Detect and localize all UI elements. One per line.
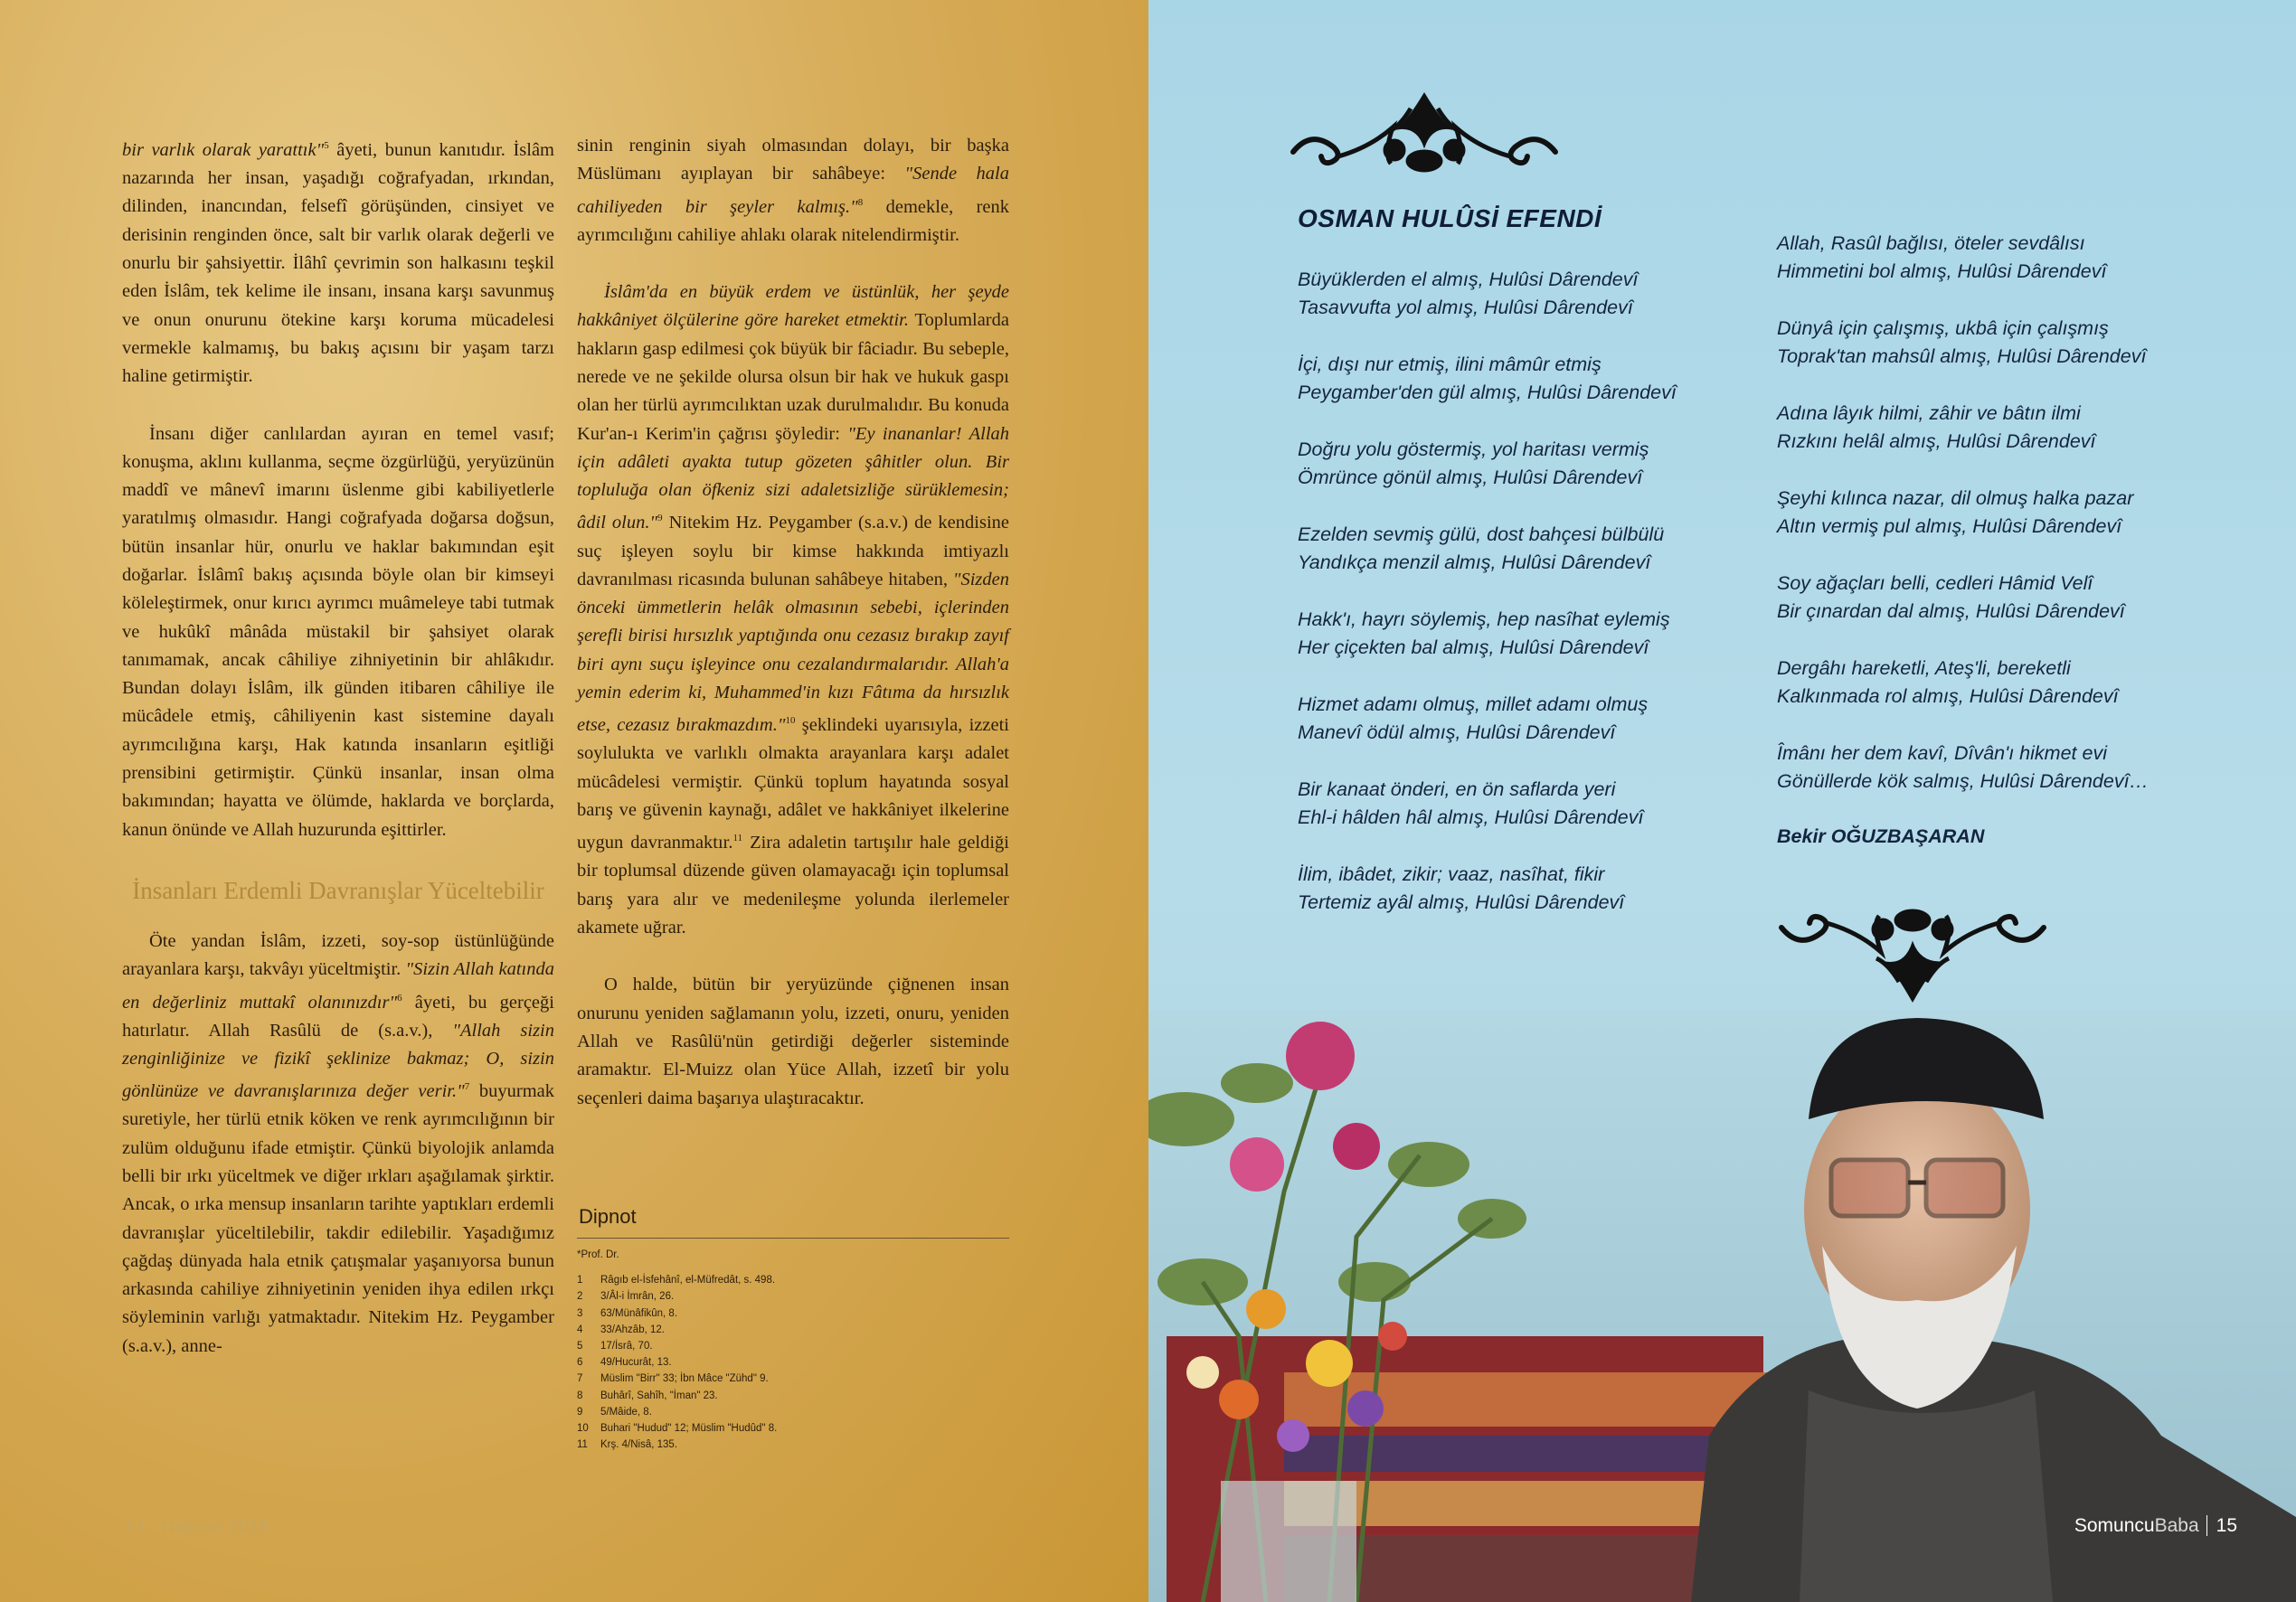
poem-line: Toprak'tan mahsûl almış, Hulûsi Dârendevî <box>1777 345 2147 367</box>
article-column-1 <box>122 132 554 1361</box>
poem-line: Himmetini bol almış, Hulûsi Dârendevî <box>1777 260 2107 282</box>
footnote-item <box>577 1354 1009 1371</box>
footnotes-title: Dipnot <box>579 1205 637 1228</box>
page-number: 14 <box>125 1517 146 1537</box>
ornament-bottom-icon <box>1772 900 2053 1009</box>
paragraph-text: demekle, renk ayrımcılığını cahiliye ahlakı olarak nitelendirmiştir. <box>577 196 1009 245</box>
quote-text: " <box>316 139 325 160</box>
footnote-number: 10 <box>577 1423 589 1435</box>
poem-line: Soy ağaçları belli, cedleri Hâmid Velî <box>1777 572 2093 594</box>
footnote-text: 5/Mâide, 8. <box>600 1406 652 1418</box>
page-footer-right <box>2074 1515 2237 1537</box>
poem-column-1 <box>1298 266 1750 946</box>
footnote-text: 3/Âl-i İmrân, 26. <box>600 1291 675 1303</box>
poem-line: Ehl-i hâlden hâl almış, Hulûsi Dârendevî <box>1298 806 1644 828</box>
poem-line: Kalkınmada rol almış, Hulûsi Dârendevî <box>1777 685 2119 707</box>
paragraph-text: İnsanı diğer canlılardan ayıran en temel vasıf; konuşma, aklını kullanma, seçme özgürlüğü, yeryüzünün maddî ve mânevî imarını üslenme gibi kabiliyetlerle yaratılmış olmasıdır. Hangi coğrafyada doğarsa doğsun, bütün insanlar hür, onurlu ve haklar bakımından eşit doğarlar. İslâmî bakış açısında böyle olan bir kimseyi köleleştirmek, onur kırıcı ayrımcı muâmeleye tabi tutmak ve hukûkî mânâda müstakil bir şahsiyet olarak tanımamak, ancak câhiliye zihniyetinin bir ahlâkıdır. Bundan dolayı İslâm, ilk günden itibaren câhiliye ile mücâdele etmiş, câhiliyenin kast sistemine dayalı ayrımcılığına karşı, Hak katında insanların eşitliği prensibini getirmiştir. Çünkü insanlar, insan olma bakımından; hayatta ve ölümde, haklarda ve borçlarda, kanun önünde ve Allah huzurunda eşittirler. <box>122 423 554 840</box>
poem-line: İçi, dışı nur etmiş, ilini mâmûr etmiş <box>1298 353 1602 375</box>
poem-stanza <box>1298 436 1750 492</box>
ornament-top-icon <box>1284 89 1564 179</box>
poem-stanza <box>1777 570 2247 626</box>
quote-text: "Ey inananlar! Allah için adâleti ayakta tutup gözeten şâhitler olun. Bir topluluğa olan öfkeniz sizi adaletsizliğe sürüklemesin; âdil olun." <box>577 423 1010 533</box>
footnote-number: 2 <box>577 1291 583 1303</box>
poem-line: Tertemiz ayâl almış, Hulûsi Dârendevî <box>1298 891 1625 913</box>
poem-line: Tasavvufta yol almış, Hulûsi Dârendevî <box>1298 297 1633 318</box>
poem-line: Peygamber'den gül almış, Hulûsi Dârendevî <box>1298 382 1677 403</box>
footnote-number: 4 <box>577 1324 583 1335</box>
footnote-number: 7 <box>577 1373 583 1385</box>
footnote-number: 8 <box>577 1390 583 1401</box>
poem-stanza <box>1777 485 2247 541</box>
poem-stanza <box>1298 861 1750 917</box>
footnote-number: 11 <box>577 1439 588 1451</box>
paragraph-text: Nitekim Hz. Peygamber (s.a.v.) de kendisine suç işleyen soylu bir kimse hakkında imtiyazlı davranılması ricasında bulunan sahâbeye hitaben, <box>577 513 1009 589</box>
footnote-text: 49/Hucurât, 13. <box>600 1357 672 1369</box>
footnote-ref: 9 <box>657 513 663 524</box>
quote-text: bir varlık olarak yarattık <box>122 139 317 160</box>
footnote-ref: 6 <box>397 992 402 1004</box>
footnote-text: 17/İsrâ, 70. <box>600 1341 653 1352</box>
poem-stanza <box>1777 740 2247 796</box>
poem-stanza <box>1777 400 2247 456</box>
poem-stanza <box>1298 266 1750 322</box>
footnote-text: Buhari "Hudud" 12; Müslim "Hudûd" 8. <box>600 1423 778 1435</box>
poem-line: Allah, Rasûl bağlısı, öteler sevdâlısı <box>1777 232 2085 254</box>
footnote-text: Müslim "Birr" 33; İbn Mâce "Zühd" 9. <box>600 1373 769 1385</box>
footnote-ref: 8 <box>857 196 864 208</box>
poem-line: Bir çınardan dal almış, Hulûsi Dârendevî <box>1777 600 2125 622</box>
poem-title: OSMAN HULÛSİ EFENDİ <box>1298 204 1602 232</box>
footnote-item <box>577 1388 1009 1404</box>
poem-line: Bir kanaat önderi, en ön saflarda yeri <box>1298 778 1616 800</box>
poem-line: Manevî ödül almış, Hulûsi Dârendevî <box>1298 721 1616 743</box>
footnote-number: 3 <box>577 1307 583 1319</box>
footnote-text: 63/Münâfikûn, 8. <box>600 1307 678 1319</box>
footnote-text: Buhârî, Sahîh, "İman" 23. <box>600 1390 718 1401</box>
poem-line: İlim, ibâdet, zikir; vaaz, nasîhat, fikir <box>1298 863 1605 885</box>
article-paragraph <box>577 278 1009 942</box>
footnote-item <box>577 1437 1009 1453</box>
quote-text: "Sizden önceki ümmetlerin helâk olmasının sebebi, içlerinden şerefli birisi hırsızlık yaptığında onu cezasız bırakıp zayıf biri aynı suçu işleyince onu cezalandırmalarıdır. Allah'a yemin ederim ki, Muhammed'in kızı Fâtıma da hırsızlık etse, cezasız bırakmazdım." <box>577 569 1009 736</box>
article-paragraph <box>122 132 554 391</box>
article-paragraph <box>122 420 554 844</box>
poem-line: Yandıkça menzil almış, Hulûsi Dârendevî <box>1298 551 1651 573</box>
footnote-item <box>577 1371 1009 1387</box>
poem-line: Her çiçekten bal almış, Hulûsi Dârendevî <box>1298 636 1649 658</box>
poem-line: Rızkını helâl almış, Hulûsi Dârendevî <box>1777 430 2096 452</box>
footnote-item <box>577 1338 1009 1354</box>
footnotes <box>577 1247 1009 1453</box>
article-subheading: İnsanları Erdemli Davranışlar Yüceltebilir <box>132 876 544 904</box>
poem-stanza <box>1298 776 1750 832</box>
poem-stanza <box>1298 521 1750 577</box>
page-footer-left <box>125 1517 269 1538</box>
poem-stanza <box>1777 230 2247 286</box>
poem-stanza <box>1298 691 1750 747</box>
magazine-brand: SomuncuBaba <box>2074 1515 2199 1536</box>
poem-line: Şeyhi kılınca nazar, dil olmuş halka pazar <box>1777 487 2134 509</box>
right-page <box>1148 0 2296 1602</box>
paragraph-text: Toplumlarda hakların gasp edilmesi çok büyük bir fâciadır. Bu sebeple, nerede ve ne şekilde olursa olsun bir hak ve hukuk gaspı olan her türlü ayrımcılıktan uzak durulmalıdır. Bu konuda Kur'an-ı Kerim'in çağrısı şöyledir: <box>577 310 1009 444</box>
poem-author: Bekir OĞUZBAŞARAN <box>1777 825 1985 847</box>
article-column-2 <box>577 132 1009 1113</box>
footnote-item <box>577 1420 1009 1437</box>
quote-text: İslâm'da en büyük erdem ve üstünlük, her şeyde hakkâniyet ölçülerine göre hareket etmektir. <box>577 282 1009 331</box>
article-paragraph <box>577 132 1009 250</box>
poem-line: Adına lâyık hilmi, zâhir ve bâtın ilmi <box>1777 402 2081 424</box>
paragraph-text: Zira adaletin tartışılır hale geldiği bir toplumsal düzende güven olamayacağı için toplumsal barış yara alır ve medenileşme yolunda ilerlemeler akamete uğrar. <box>577 833 1010 938</box>
footnote-number: 6 <box>577 1357 583 1369</box>
poem-line: Büyüklerden el almış, Hulûsi Dârendevî <box>1298 269 1639 290</box>
footnote-item <box>577 1404 1009 1420</box>
footnote-ref: 5 <box>324 140 329 151</box>
paragraph-text: Öte yandan İslâm, izzeti, soy-sop üstünlüğünde arayanlara karşı, takvâyı yüceltmiştir. <box>122 930 554 980</box>
poem-line: Hakk'ı, hayrı söylemiş, hep nasîhat eylemiş <box>1298 608 1670 630</box>
footnote-text: 33/Ahzâb, 12. <box>600 1324 665 1335</box>
poem-column-2 <box>1777 230 2247 851</box>
paragraph-text: âyeti, bunun kanıtıdır. İslâm nazarında her insan, yaşadığı coğrafyadan, ırkından, dilinden, inancından, felsefî görüşünden, cinsiyet ve derisinin renginden önce, salt bir varlık olarak değerli ve onurlu bir şahsiyettir. İlâhî çevrimin son halkasını teşkil eden İslâm, tek kelime ile insanı, insana karşı savunmuş ve onun onurunu ötekine karşı koruma mücadelesi vermekle kalmamış, bu bakış açısını bir yaşam tarzı haline getirmiştir. <box>122 139 554 387</box>
quote-text: "Sende hala cahiliyeden bir şeyler kalmış." <box>577 164 1009 217</box>
paragraph-text: sinin renginin siyah olmasından dolayı, bir başka Müslümanı ayıplayan bir sahâbeye: <box>577 136 1009 184</box>
article-paragraph <box>577 971 1009 1112</box>
poem-stanza <box>1298 606 1750 662</box>
footnote-item <box>577 1322 1009 1338</box>
poem-line: Ömrünce gönül almış, Hulûsi Dârendevî <box>1298 466 1643 488</box>
article-paragraph <box>122 928 554 1361</box>
poem-stanza <box>1777 655 2247 711</box>
footnote-number: 1 <box>577 1275 583 1286</box>
poem-line: Doğru yolu göstermiş, yol haritası vermiş <box>1298 438 1649 460</box>
poem-line: Îmânı her dem kavî, Dîvân'ı hikmet evi <box>1777 742 2107 764</box>
footnote-item <box>577 1288 1009 1305</box>
footnote-number: 5 <box>577 1341 583 1352</box>
poem-line: Ezelden sevmiş gülü, dost bahçesi bülbülü <box>1298 523 1665 545</box>
portrait-photo <box>1148 1011 2296 1602</box>
poem-line: Gönüllerde kök salmış, Hulûsi Dârendevî… <box>1777 770 2150 792</box>
quote-text: "Allah sizin zenginliğinize ve fizikî şeklinize bakmaz; O, sizin gönlünüze ve davranışlarınıza değer verir." <box>122 1020 554 1102</box>
quote-text: "Sizin Allah katında en değerliniz muttakî olanınızdır" <box>122 959 554 1013</box>
paragraph-text: buyurmak suretiyle, her türlü etnik köken ve renk ayrımcılığının bir zulüm olduğunu ifade etmiştir. Çünkü biyolojik anlamda belli bir ırkı yüceltmek ve diğer ırkları aşağılamak şirktir. Ancak, o ırka mensup insanların tarihte yaptıkları erdemli davranışlar yüceltilebilir, takdir edilebilir. Yaşadığımız çağdaş dünyada hala etnik çatışmalar yaşanıyorsa bunun arkasında cahiliye zihniyetinin yeniden ihya edilen ırkçı söyleminin varlığı yatmaktadır. Nitekim Hz. Peygamber (s.a.v.), anne- <box>122 1081 554 1356</box>
paragraph-text: âyeti, bu gerçeği hatırlatır. Allah Rasûlü de (s.a.v.), <box>122 992 554 1041</box>
footnote-author-title: *Prof. Dr. <box>577 1249 619 1260</box>
footnotes-divider <box>577 1238 1009 1239</box>
footnote-ref: 11 <box>732 833 743 844</box>
poem-line: Dünyâ için çalışmış, ukbâ için çalışmış <box>1777 317 2109 339</box>
footnote-number: 9 <box>577 1406 583 1418</box>
poem-line: Dergâhı hareketli, Ateş'li, bereketli <box>1777 657 2071 679</box>
poem-line: Altın vermiş pul almış, Hulûsi Dârendevî <box>1777 515 2122 537</box>
footnote-ref: 10 <box>785 715 796 727</box>
footnote-item <box>577 1305 1009 1322</box>
issue-date: Haziran 2016 <box>161 1517 269 1537</box>
footnote-item <box>577 1272 1009 1288</box>
paragraph-text: O halde, bütün bir yeryüzünde çiğnenen insan onurunu yeniden sağlamanın yolu, izzeti, onuru, yeniden Allah ve Rasûlü'nün getirdiği değerler sisteminde aramaktır. El-Muizz olan Yüce Allah, izzetî bir yolu seçenleri daima başarıya ulaştıracaktır. <box>577 975 1009 1108</box>
footnote-ref: 7 <box>464 1081 470 1093</box>
poem-stanza <box>1298 351 1750 407</box>
footnote-text: Krş. 4/Nisâ, 135. <box>600 1439 678 1451</box>
page-number: 15 <box>2206 1515 2237 1536</box>
poem-stanza <box>1777 315 2247 371</box>
footnote-text: Râgıb el-İsfehânî, el-Müfredât, s. 498. <box>600 1275 776 1286</box>
paragraph-text: şeklindeki uyarısıyla, izzeti soylulukta ve varlıklı olmakta arayanlara karşı adalet mücâdelesi vermiştir. Çünkü toplum hayatında sosyal barış ve güvenin kaynağı, adâlet ve hakkâniyet ilkelerine uygun davranmaktır. <box>577 715 1009 853</box>
poem-line: Hizmet adamı olmuş, millet adamı olmuş <box>1298 693 1649 715</box>
